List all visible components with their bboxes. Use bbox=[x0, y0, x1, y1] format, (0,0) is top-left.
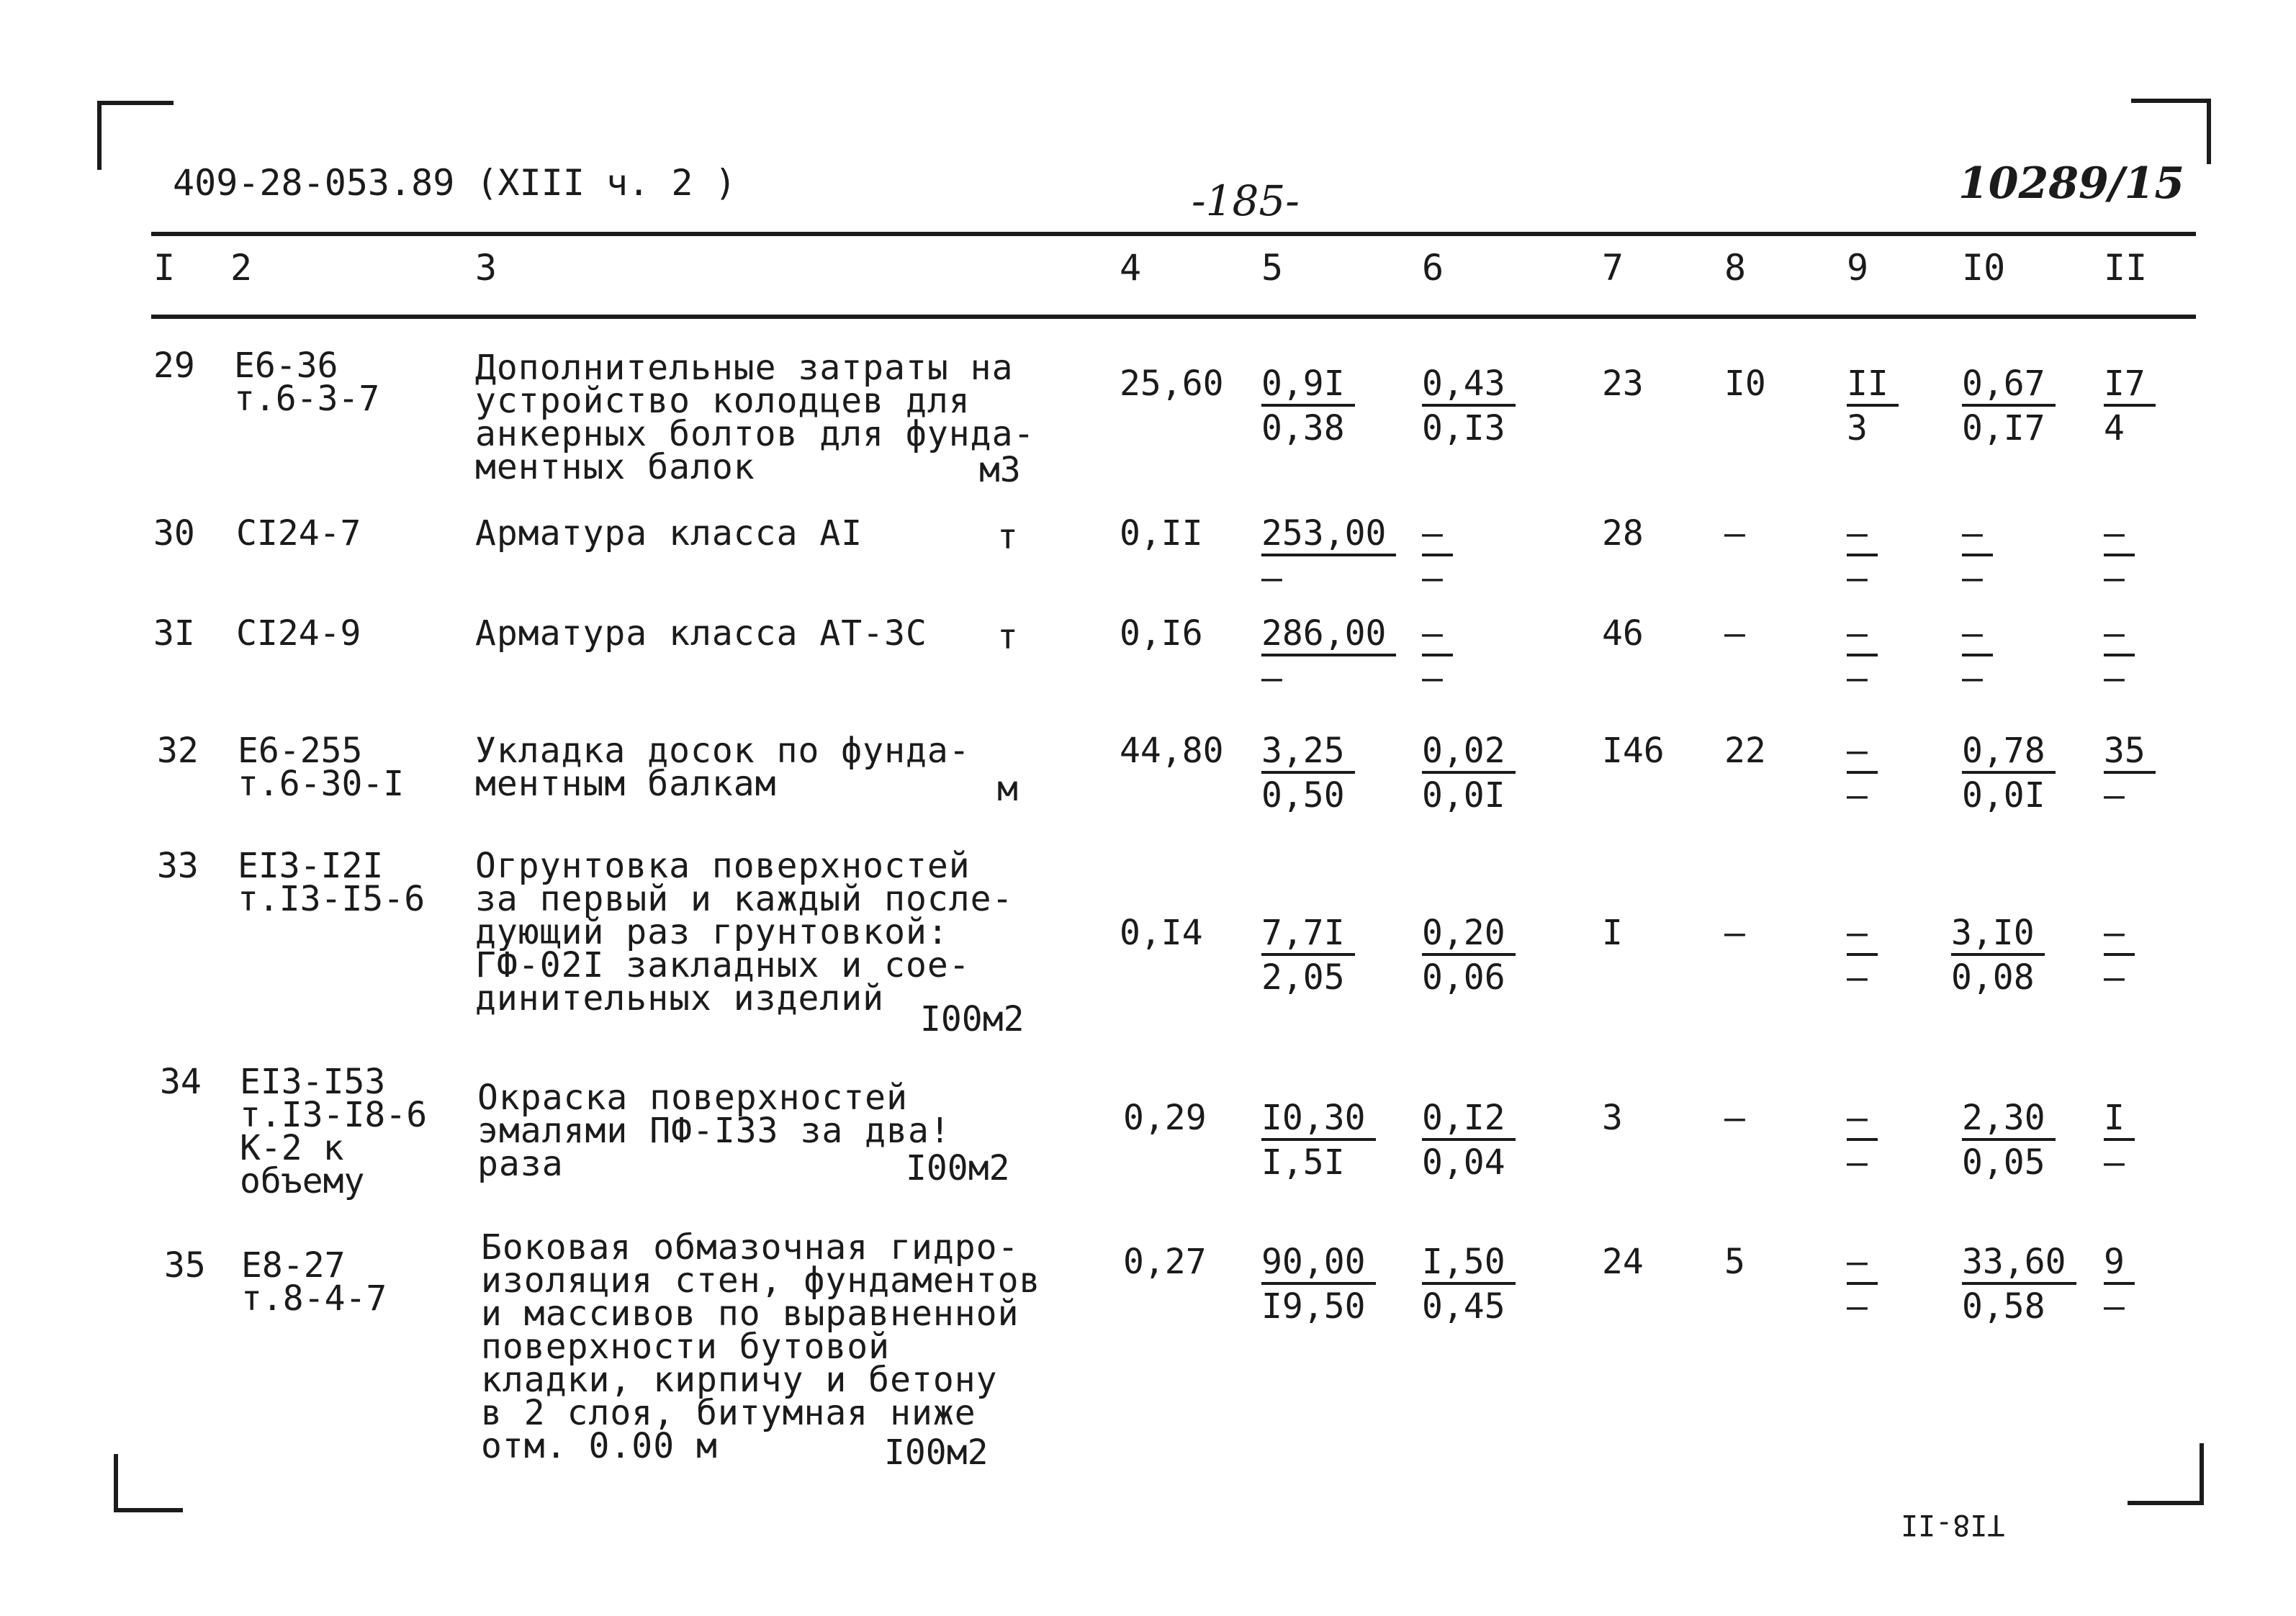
cost-col-9-top: – bbox=[1847, 613, 1878, 656]
measure-unit: I00м2 bbox=[884, 1432, 989, 1473]
cost-col-10-bottom: 0,05 bbox=[1962, 1142, 2045, 1183]
cost-col-6-top: 0,I2 bbox=[1422, 1098, 1516, 1141]
cost-col-5-bottom: 0,38 bbox=[1261, 408, 1345, 448]
cost-col-9-bottom: – bbox=[1847, 1286, 1868, 1327]
corner-mark-top-right bbox=[2131, 99, 2211, 164]
cost-col-9-bottom: – bbox=[1847, 558, 1868, 598]
cost-col-6 bbox=[1422, 364, 1516, 450]
column-header: 2 bbox=[230, 247, 253, 289]
cost-col-8: I0 bbox=[1724, 364, 1766, 404]
row-number: 33 bbox=[157, 846, 199, 886]
cost-col-6-top: 0,43 bbox=[1422, 364, 1516, 407]
cost-col-10 bbox=[1962, 613, 1993, 700]
cost-col-11 bbox=[2104, 731, 2156, 817]
cost-col-11 bbox=[2104, 1242, 2135, 1328]
cost-col-10-top: 0,78 bbox=[1962, 731, 2056, 774]
cost-col-11-top: 35 bbox=[2104, 731, 2156, 774]
sheet-mark: TI8-II bbox=[1901, 1508, 2005, 1541]
cost-col-6-bottom: 0,04 bbox=[1422, 1142, 1505, 1183]
cost-col-6-top: 0,02 bbox=[1422, 731, 1516, 774]
cost-col-10-bottom: 0,58 bbox=[1962, 1286, 2045, 1327]
cost-col-10-bottom: – bbox=[1962, 558, 1983, 598]
header-rule-bottom bbox=[151, 315, 2196, 319]
cost-col-6-bottom: 0,0I bbox=[1422, 775, 1505, 816]
work-description: Укладка досок по фунда- ментным балкам bbox=[475, 731, 971, 804]
cost-col-10 bbox=[1951, 913, 2045, 999]
cost-col-10-bottom: – bbox=[1962, 658, 1983, 698]
cost-col-5 bbox=[1261, 613, 1396, 700]
cost-col-10 bbox=[1962, 513, 1993, 600]
header-rule-top bbox=[151, 232, 2196, 236]
cost-col-5-top: 90,00 bbox=[1261, 1242, 1376, 1285]
measure-unit: т bbox=[997, 517, 1018, 557]
column-header: 8 bbox=[1724, 247, 1747, 289]
cost-col-10-top: 2,30 bbox=[1962, 1098, 2056, 1141]
cost-col-6 bbox=[1422, 731, 1516, 817]
cost-col-9 bbox=[1847, 1242, 1878, 1328]
cost-col-10 bbox=[1962, 731, 2056, 817]
cost-col-11-bottom: 4 bbox=[2104, 408, 2125, 448]
cost-col-9-bottom: – bbox=[1847, 658, 1868, 698]
cost-col-5 bbox=[1261, 913, 1355, 999]
column-header: I bbox=[153, 247, 176, 289]
document-code: 409-28-053.89 (XIII ч. 2 ) bbox=[173, 162, 737, 204]
corner-mark-bottom-left bbox=[114, 1454, 183, 1512]
cost-col-6-top: – bbox=[1422, 513, 1453, 556]
corner-mark-top-left bbox=[97, 101, 174, 170]
cost-col-6 bbox=[1422, 913, 1516, 999]
quantity: 44,80 bbox=[1120, 731, 1224, 771]
cost-col-11 bbox=[2104, 513, 2135, 600]
cost-col-5-top: 0,9I bbox=[1261, 364, 1355, 407]
cost-col-7: 28 bbox=[1602, 513, 1644, 554]
cost-col-9-top: – bbox=[1847, 513, 1878, 556]
cost-col-9-bottom: – bbox=[1847, 1142, 1868, 1183]
cost-col-5 bbox=[1261, 513, 1396, 600]
cost-col-8: – bbox=[1724, 1098, 1745, 1138]
estimate-code: E8-27 т.8-4-7 bbox=[241, 1245, 387, 1319]
cost-col-5-bottom: 0,50 bbox=[1261, 775, 1345, 816]
measure-unit: м3 bbox=[979, 450, 1021, 490]
cost-col-5-bottom: I,5I bbox=[1261, 1142, 1345, 1183]
cost-col-10-top: 3,I0 bbox=[1951, 913, 2045, 956]
cost-col-9 bbox=[1847, 364, 1899, 450]
cost-col-5-bottom: – bbox=[1261, 658, 1282, 698]
cost-col-6 bbox=[1422, 1098, 1516, 1184]
column-header: 7 bbox=[1602, 247, 1624, 289]
cost-col-5-top: 253,00 bbox=[1261, 513, 1396, 556]
cost-col-5-bottom: 2,05 bbox=[1261, 957, 1345, 998]
cost-col-11-top: I7 bbox=[2104, 364, 2156, 407]
cost-col-9-top: – bbox=[1847, 731, 1878, 774]
quantity: 0,II bbox=[1120, 513, 1203, 554]
cost-col-8: – bbox=[1724, 913, 1745, 953]
row-number: 3I bbox=[153, 613, 195, 654]
cost-col-11 bbox=[2104, 613, 2135, 700]
cost-col-11 bbox=[2104, 913, 2135, 999]
cost-col-11-bottom: – bbox=[2104, 775, 2125, 816]
row-number: 34 bbox=[160, 1062, 202, 1102]
cost-col-7: I46 bbox=[1602, 731, 1665, 771]
cost-col-11-top: 9 bbox=[2104, 1242, 2135, 1285]
cost-col-8: 5 bbox=[1724, 1242, 1745, 1282]
cost-col-9 bbox=[1847, 513, 1878, 600]
column-header: 5 bbox=[1261, 247, 1284, 289]
work-description: Арматура класса AT-3C bbox=[475, 613, 927, 654]
cost-col-6 bbox=[1422, 613, 1453, 700]
measure-unit: I00м2 bbox=[906, 1148, 1010, 1188]
cost-col-6-top: – bbox=[1422, 613, 1453, 656]
cost-col-5-top: 7,7I bbox=[1261, 913, 1355, 956]
cost-col-11-top: I bbox=[2104, 1098, 2135, 1141]
estimate-code: E6-255 т.6-30-I bbox=[238, 731, 405, 804]
cost-col-7: I bbox=[1602, 913, 1623, 953]
row-number: 35 bbox=[164, 1245, 206, 1286]
cost-col-5 bbox=[1261, 364, 1355, 450]
work-description: Огрунтовка поверхностей за первый и каждый после- дующий раз грунтовкой: ГФ-02I закладных и сое- динительных изделий bbox=[475, 846, 1014, 1019]
cost-col-9-bottom: – bbox=[1847, 775, 1868, 816]
cost-col-9-top: – bbox=[1847, 913, 1878, 956]
column-header: 3 bbox=[475, 247, 498, 289]
cost-col-11-bottom: – bbox=[2104, 1142, 2125, 1183]
cost-col-6-top: 0,20 bbox=[1422, 913, 1516, 956]
cost-col-6-bottom: 0,45 bbox=[1422, 1286, 1505, 1327]
work-description: Окраска поверхностей эмалями ПФ-I33 за два! раза bbox=[477, 1078, 951, 1184]
cost-col-6 bbox=[1422, 1242, 1516, 1328]
row-number: 29 bbox=[153, 346, 195, 386]
row-number: 32 bbox=[157, 731, 199, 771]
cost-col-5-bottom: I9,50 bbox=[1261, 1286, 1366, 1327]
cost-col-10 bbox=[1962, 1098, 2056, 1184]
cost-col-5 bbox=[1261, 1098, 1376, 1184]
cost-col-10-top: 0,67 bbox=[1962, 364, 2056, 407]
estimate-code: E6-36 т.6-3-7 bbox=[234, 346, 380, 419]
cost-col-7: 23 bbox=[1602, 364, 1644, 404]
cost-col-5-top: 286,00 bbox=[1261, 613, 1396, 656]
cost-col-10-bottom: 0,08 bbox=[1951, 957, 2035, 998]
quantity: 0,27 bbox=[1123, 1242, 1207, 1282]
cost-col-11-bottom: – bbox=[2104, 1286, 2125, 1327]
inventory-number: 10289/15 bbox=[1958, 158, 2185, 209]
cost-col-9-top: – bbox=[1847, 1242, 1878, 1285]
column-header: 4 bbox=[1120, 247, 1142, 289]
cost-col-11-bottom: – bbox=[2104, 658, 2125, 698]
cost-col-7: 3 bbox=[1602, 1098, 1623, 1138]
quantity: 0,I4 bbox=[1120, 913, 1203, 953]
cost-col-11-top: – bbox=[2104, 613, 2135, 656]
cost-col-6 bbox=[1422, 513, 1453, 600]
cost-col-6-bottom: – bbox=[1422, 658, 1443, 698]
cost-col-9 bbox=[1847, 731, 1878, 817]
cost-col-5-top: 3,25 bbox=[1261, 731, 1355, 774]
cost-col-5-bottom: – bbox=[1261, 558, 1282, 598]
cost-col-10-top: 33,60 bbox=[1962, 1242, 2076, 1285]
cost-col-5 bbox=[1261, 731, 1355, 817]
cost-col-8: – bbox=[1724, 613, 1745, 654]
cost-col-10-top: – bbox=[1962, 613, 1993, 656]
estimate-code: EI3-I2I т.I3-I5-6 bbox=[238, 846, 426, 919]
cost-col-6-top: I,50 bbox=[1422, 1242, 1516, 1285]
work-description: Арматура класса AI bbox=[475, 513, 863, 554]
cost-col-9 bbox=[1847, 913, 1878, 999]
cost-col-9-top: – bbox=[1847, 1098, 1878, 1141]
work-description: Дополнительные затраты на устройство колодцев для анкерных болтов для фунда- ментных балок bbox=[475, 348, 1035, 487]
row-number: 30 bbox=[153, 513, 195, 554]
cost-col-8: – bbox=[1724, 513, 1745, 554]
cost-col-6-bottom: 0,I3 bbox=[1422, 408, 1505, 448]
page-number: -185- bbox=[1192, 176, 1300, 225]
cost-col-6-bottom: 0,06 bbox=[1422, 957, 1505, 998]
cost-col-11-top: – bbox=[2104, 513, 2135, 556]
cost-col-10-bottom: 0,I7 bbox=[1962, 408, 2045, 448]
cost-col-11-top: – bbox=[2104, 913, 2135, 956]
cost-col-9-top: II bbox=[1847, 364, 1899, 407]
cost-col-9 bbox=[1847, 1098, 1878, 1184]
column-header: 9 bbox=[1847, 247, 1869, 289]
measure-unit: т bbox=[997, 617, 1018, 657]
cost-col-9 bbox=[1847, 613, 1878, 700]
cost-col-10-top: – bbox=[1962, 513, 1993, 556]
cost-col-8: 22 bbox=[1724, 731, 1766, 771]
quantity: 0,29 bbox=[1123, 1098, 1207, 1138]
column-header: I0 bbox=[1962, 247, 2006, 289]
work-description: Боковая обмазочная гидро- изоляция стен, фундаментов и массивов по выравненной поверхности бутовой кладки, кирпичу и бетону в 2 слоя, битумная ниже отм. 0.00 м bbox=[481, 1227, 1041, 1466]
cost-col-6-bottom: – bbox=[1422, 558, 1443, 598]
estimate-code: CI24-9 bbox=[236, 613, 361, 654]
quantity: 0,I6 bbox=[1120, 613, 1203, 654]
cost-col-10 bbox=[1962, 364, 2056, 450]
cost-col-11-bottom: – bbox=[2104, 957, 2125, 998]
cost-col-9-bottom: – bbox=[1847, 957, 1868, 998]
estimate-code: EI3-I53 т.I3-I8-6 К-2 к объему bbox=[240, 1062, 428, 1201]
column-header: II bbox=[2104, 247, 2148, 289]
cost-col-10-bottom: 0,0I bbox=[1962, 775, 2045, 816]
cost-col-7: 24 bbox=[1602, 1242, 1644, 1282]
cost-col-11 bbox=[2104, 1098, 2135, 1184]
estimate-code: CI24-7 bbox=[236, 513, 361, 554]
measure-unit: м bbox=[997, 769, 1018, 809]
cost-col-5 bbox=[1261, 1242, 1376, 1328]
cost-col-7: 46 bbox=[1602, 613, 1644, 654]
cost-col-10 bbox=[1962, 1242, 2076, 1328]
measure-unit: I00м2 bbox=[920, 999, 1025, 1039]
cost-col-11-bottom: – bbox=[2104, 558, 2125, 598]
column-header: 6 bbox=[1422, 247, 1444, 289]
cost-col-9-bottom: 3 bbox=[1847, 408, 1868, 448]
cost-col-11 bbox=[2104, 364, 2156, 450]
quantity: 25,60 bbox=[1120, 364, 1224, 404]
cost-col-5-top: I0,30 bbox=[1261, 1098, 1376, 1141]
corner-mark-bottom-right bbox=[2128, 1443, 2204, 1505]
